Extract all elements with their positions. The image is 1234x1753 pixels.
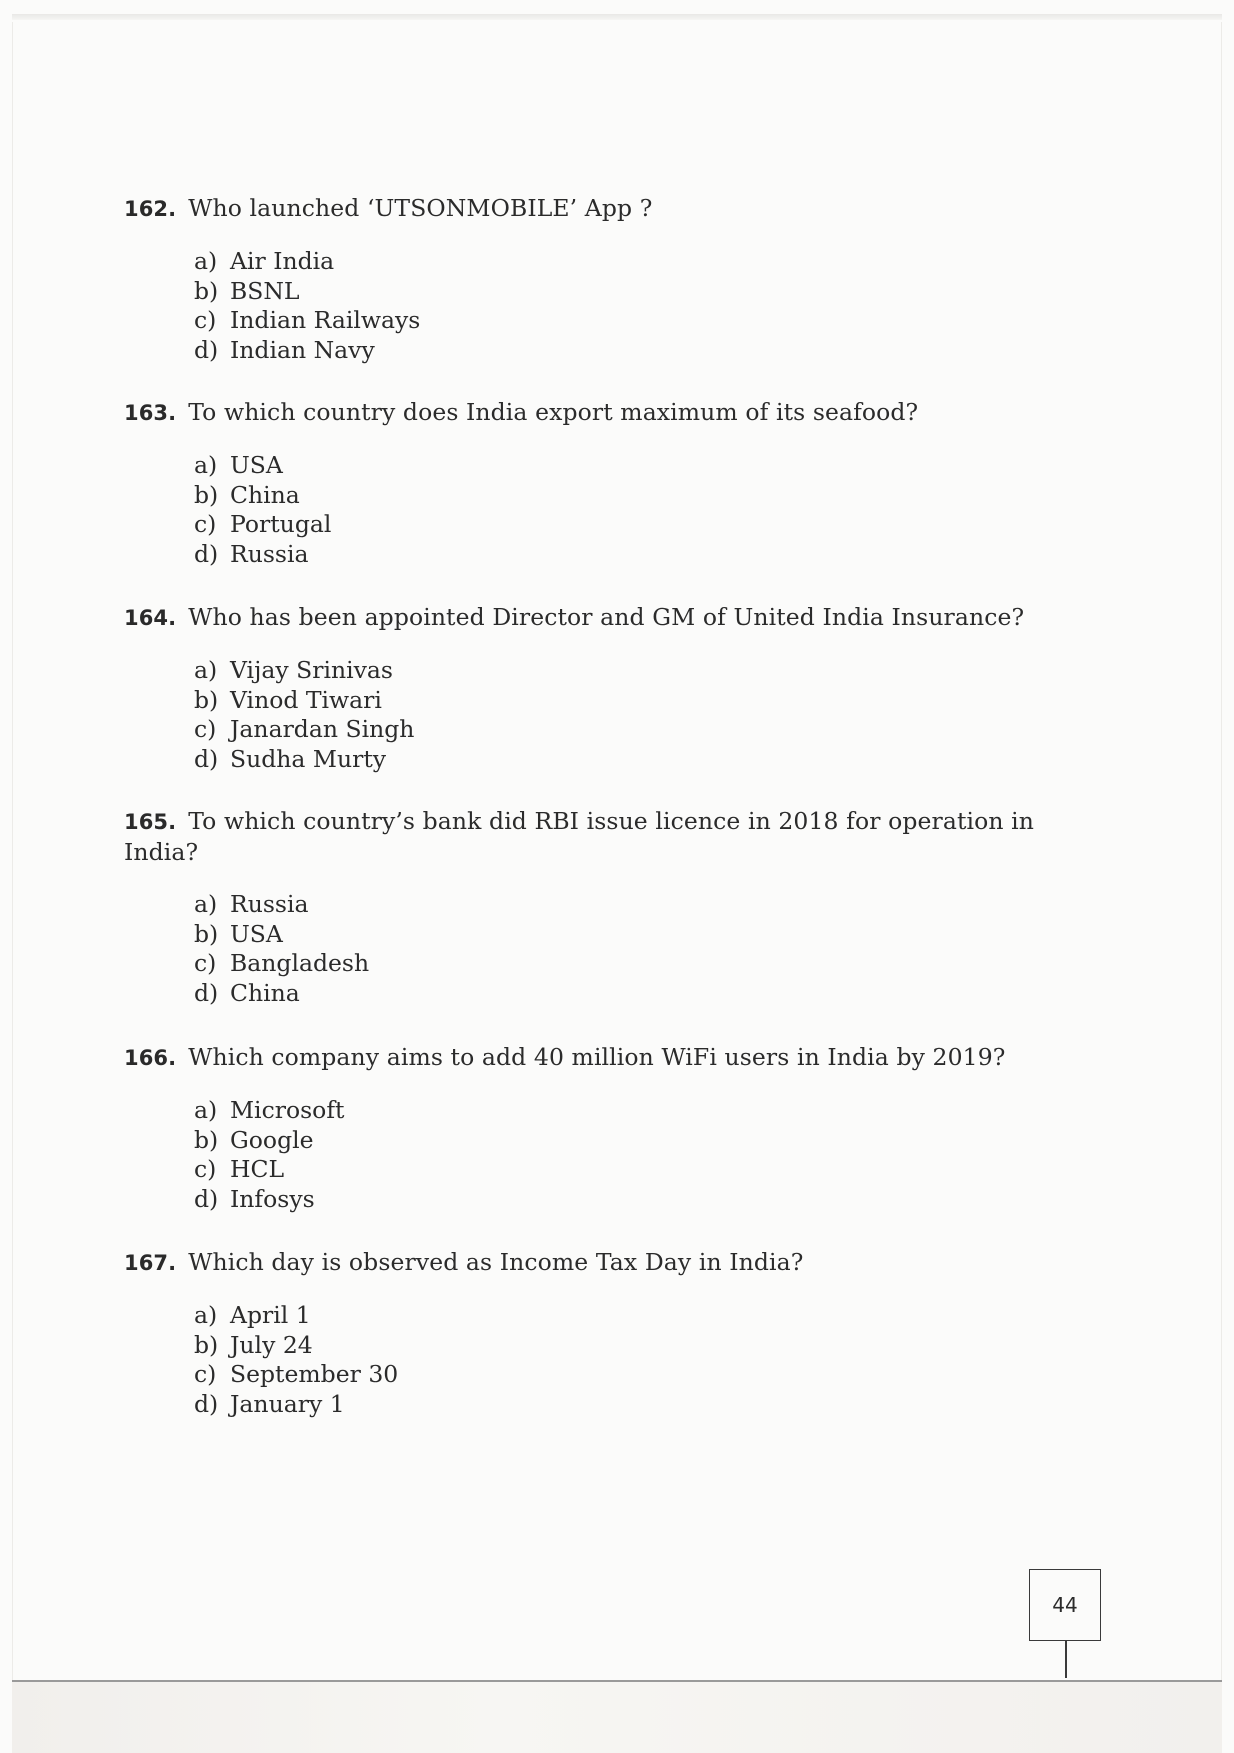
page-number-stem — [1065, 1641, 1067, 1678]
option-a: a) April 1 — [194, 1301, 311, 1329]
question-body: To which country’s bank did RBI issue licence in 2018 for operation in India? — [124, 807, 1035, 866]
question-body: To which country does India export maximum of its seafood? — [188, 398, 919, 426]
option-c: c) Bangladesh — [194, 949, 370, 977]
question-166 — [124, 1042, 1074, 1214]
question-text — [124, 806, 1084, 867]
question-number: 165. — [124, 810, 177, 834]
option-c: c) Portugal — [194, 510, 332, 538]
option-a: a) Russia — [194, 890, 309, 918]
question-164 — [124, 602, 1074, 774]
options-list — [124, 247, 1074, 365]
question-167 — [124, 1247, 1074, 1419]
options-list — [124, 656, 1074, 774]
options-list — [124, 890, 1084, 1008]
option-a: a) Microsoft — [194, 1096, 345, 1124]
option-a: a) Air India — [194, 247, 335, 275]
option-a: a) Vijay Srinivas — [194, 656, 393, 684]
options-list — [124, 451, 1074, 569]
question-number: 166. — [124, 1046, 177, 1070]
option-d: d) Sudha Murty — [194, 744, 387, 773]
question-body: Who launched ‘UTSONMOBILE’ App ? — [188, 194, 653, 222]
top-scan-edge — [12, 14, 1222, 20]
options-list — [124, 1096, 1074, 1214]
option-d: d) Indian Navy — [194, 335, 375, 364]
question-text — [124, 602, 1074, 633]
options-list — [124, 1301, 1074, 1419]
option-d: d) January 1 — [194, 1389, 345, 1418]
question-body: Which day is observed as Income Tax Day in India? — [188, 1248, 804, 1276]
question-text — [124, 193, 1074, 224]
question-text — [124, 397, 1074, 428]
question-text — [124, 1247, 1074, 1278]
option-a: a) USA — [194, 451, 283, 479]
option-d: d) Infosys — [194, 1184, 315, 1213]
option-b: b) USA — [194, 919, 283, 948]
question-number: 163. — [124, 401, 177, 425]
question-165 — [124, 806, 1084, 1008]
question-body: Who has been appointed Director and GM of United India Insurance? — [188, 603, 1025, 631]
question-body: Which company aims to add 40 million WiFi users in India by 2019? — [188, 1043, 1006, 1071]
question-163 — [124, 397, 1074, 569]
question-number: 162. — [124, 197, 177, 221]
option-c: c) September 30 — [194, 1360, 399, 1388]
question-162 — [124, 193, 1074, 365]
question-number: 167. — [124, 1251, 177, 1275]
option-c: c) Indian Railways — [194, 306, 421, 334]
option-b: b) BSNL — [194, 276, 300, 305]
option-c: c) HCL — [194, 1155, 285, 1183]
option-d: d) Russia — [194, 539, 309, 568]
question-text — [124, 1042, 1074, 1073]
option-b: b) Google — [194, 1125, 314, 1154]
bottom-scan-edge — [12, 1682, 1222, 1753]
option-d: d) China — [194, 978, 300, 1007]
option-b: b) Vinod Tiwari — [194, 685, 382, 714]
option-c: c) Janardan Singh — [194, 715, 415, 743]
question-number: 164. — [124, 606, 177, 630]
option-b: b) July 24 — [194, 1330, 313, 1359]
option-b: b) China — [194, 480, 300, 509]
page-number: 44 — [1029, 1569, 1101, 1641]
